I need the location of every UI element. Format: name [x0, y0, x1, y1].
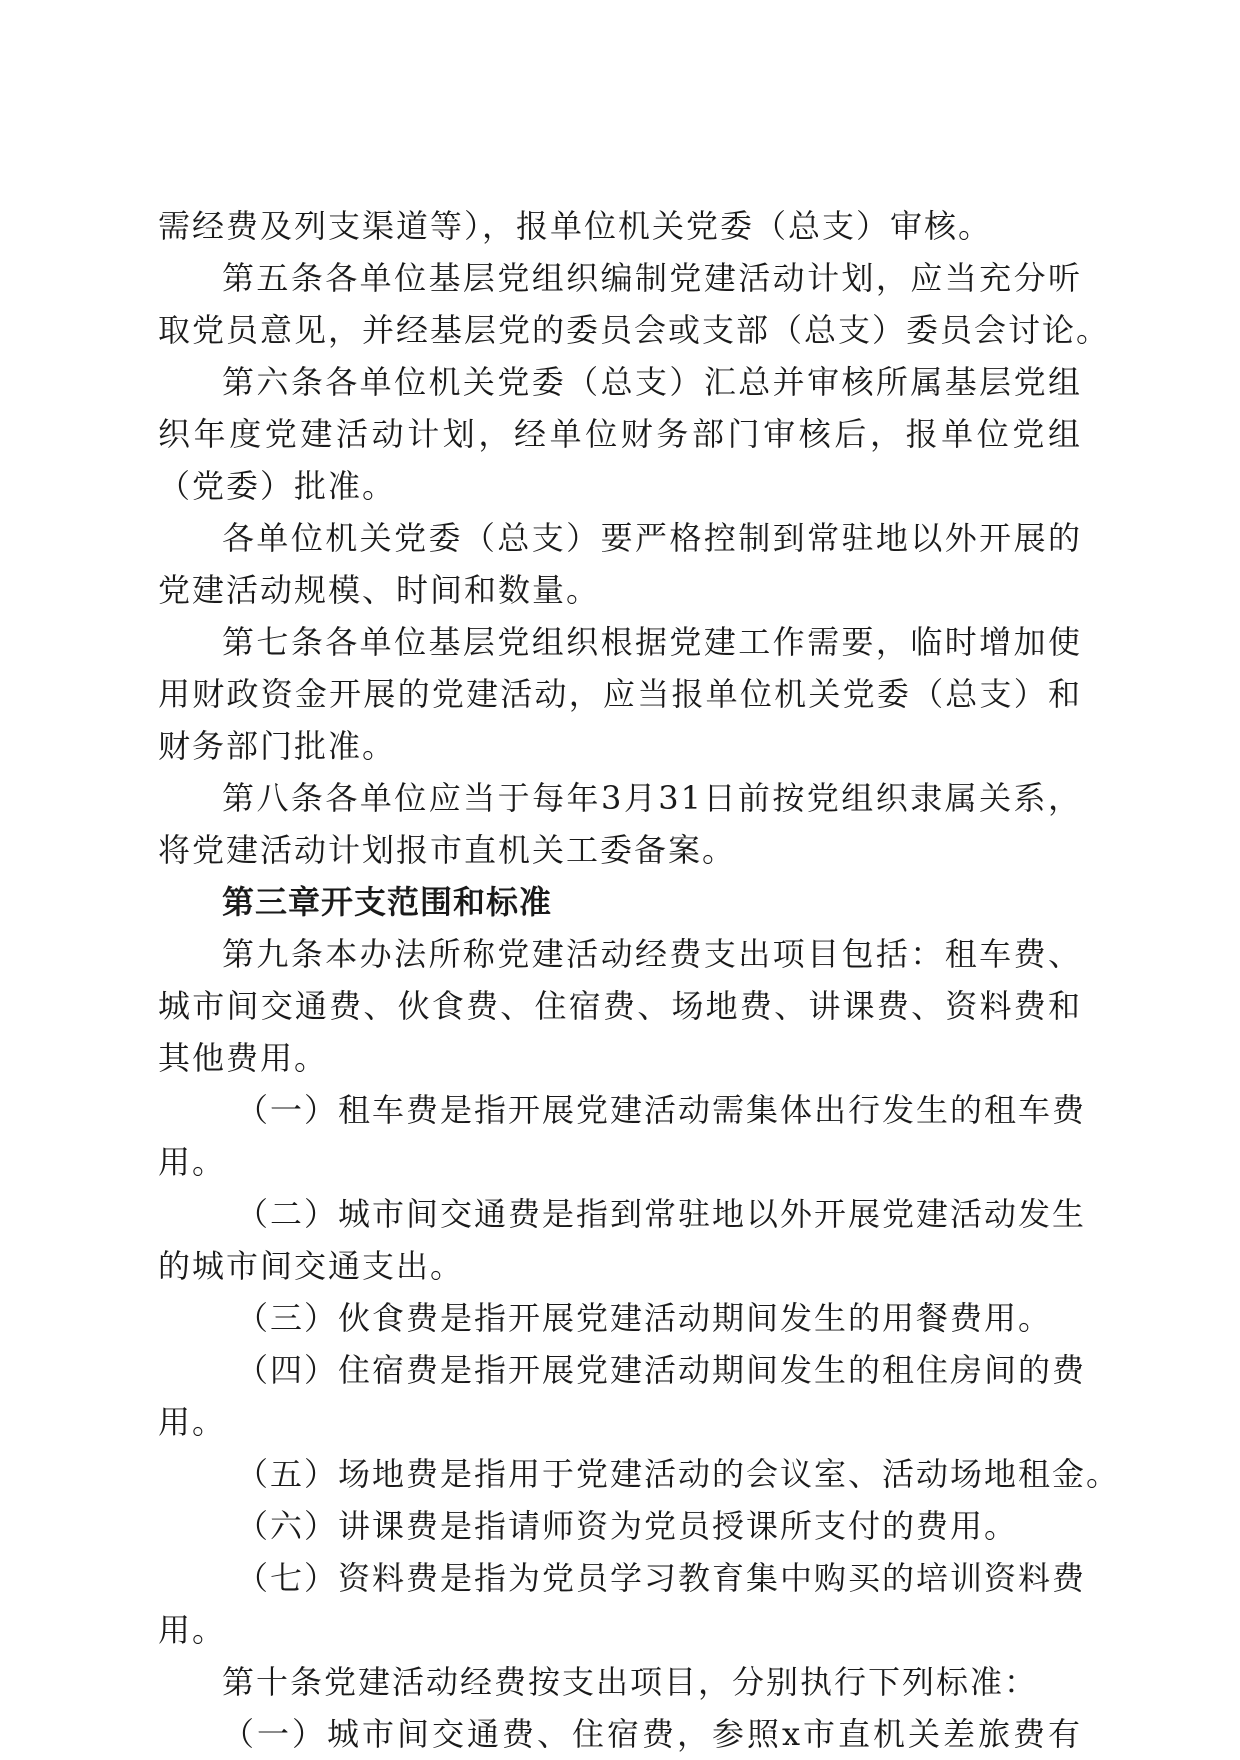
body-line: 取党员意见，并经基层党的委员会或支部（总支）委员会讨论。: [158, 311, 1111, 349]
body-line: 的城市间交通支出。: [158, 1247, 465, 1285]
body-line: 用。: [158, 1403, 227, 1441]
list-item-line: （七）资料费是指为党员学习教育集中购买的培训资料费: [236, 1559, 1087, 1597]
body-line: （党委）批准。: [158, 467, 397, 505]
body-line: 其他费用。: [158, 1039, 329, 1077]
list-item-line: （四）住宿费是指开展党建活动期间发生的租住房间的费: [236, 1351, 1087, 1389]
article-8-line: 第八条各单位应当于每年3月31日前按党组织隶属关系，: [222, 779, 1082, 817]
body-line: 需经费及列支渠道等），报单位机关党委（总支）审核。: [158, 207, 993, 245]
article-7-line: 第七条各单位基层党组织根据党建工作需要，临时增加使: [222, 623, 1082, 661]
list-item-line: （二）城市间交通费是指到常驻地以外开展党建活动发生: [236, 1195, 1087, 1233]
document-page: [158, 200, 1121, 1760]
list-item-line: （六）讲课费是指请师资为党员授课所支付的费用。: [236, 1507, 1019, 1545]
body-line: 织年度党建活动计划，经单位财务部门审核后，报单位党组: [158, 415, 1082, 453]
body-line: 用。: [158, 1611, 227, 1649]
body-line: 城市间交通费、伙食费、住宿费、场地费、讲课费、资料费和: [158, 987, 1082, 1025]
paragraph-line: 各单位机关党委（总支）要严格控制到常驻地以外开展的: [222, 519, 1082, 557]
list-item-line: （五）场地费是指用于党建活动的会议室、活动场地租金。: [236, 1455, 1121, 1493]
list-item-line: （一）城市间交通费、住宿费，参照x市直机关差旅费有: [222, 1715, 1082, 1753]
body-line: 财务部门批准。: [158, 727, 397, 765]
body-line: 用。: [158, 1143, 227, 1181]
body-line: 党建活动规模、时间和数量。: [158, 571, 601, 609]
article-9-line: 第九条本办法所称党建活动经费支出项目包括：租车费、: [222, 935, 1082, 973]
article-10-line: 第十条党建活动经费按支出项目，分别执行下列标准：: [222, 1663, 1039, 1701]
body-line: 将党建活动计划报市直机关工委备案。: [158, 831, 737, 869]
article-6-line: 第六条各单位机关党委（总支）汇总并审核所属基层党组: [222, 363, 1082, 401]
list-item-line: （三）伙食费是指开展党建活动期间发生的用餐费用。: [236, 1299, 1053, 1337]
list-item-line: （一）租车费是指开展党建活动需集体出行发生的租车费: [236, 1091, 1087, 1129]
body-line: 用财政资金开展的党建活动，应当报单位机关党委（总支）和: [158, 675, 1082, 713]
article-5-line: 第五条各单位基层党组织编制党建活动计划，应当充分听: [222, 259, 1082, 297]
chapter-heading: 第三章开支范围和标准: [222, 883, 553, 921]
